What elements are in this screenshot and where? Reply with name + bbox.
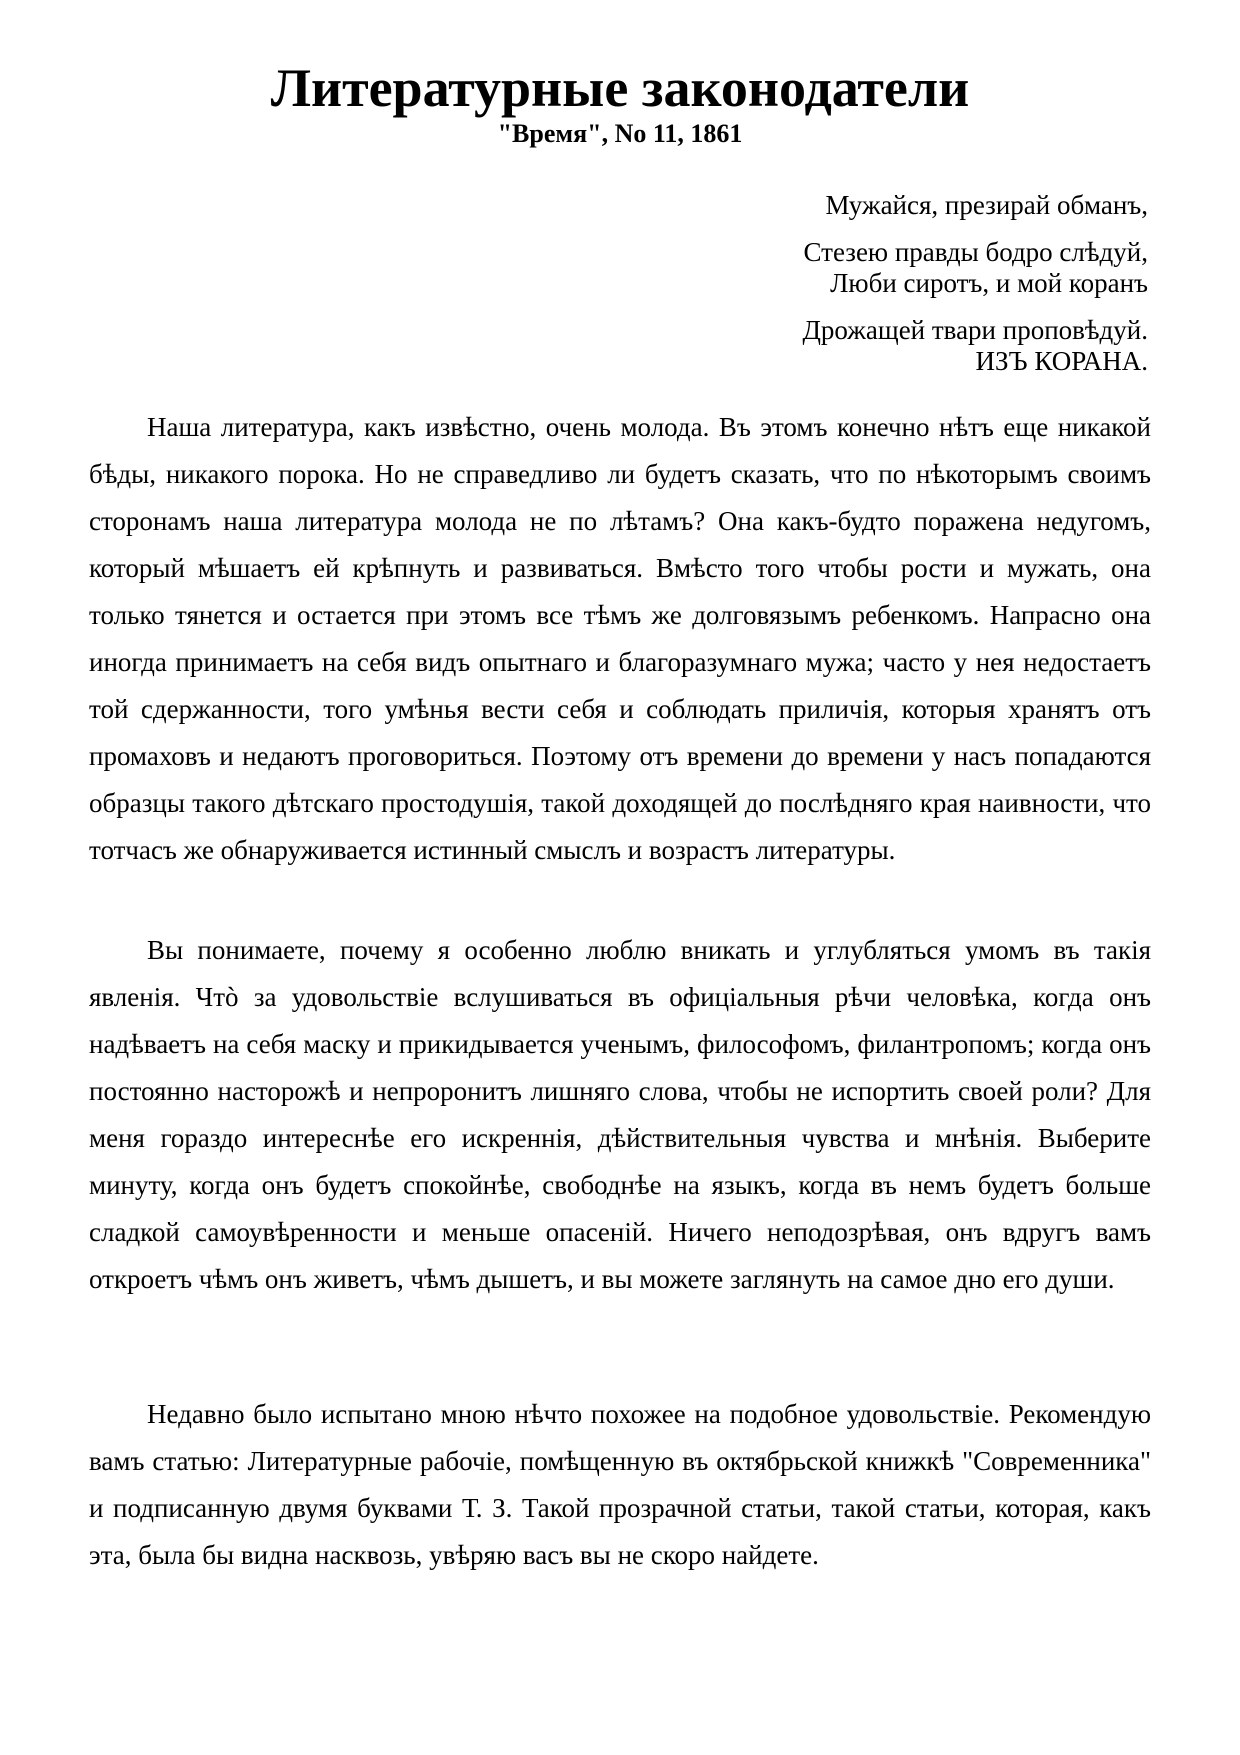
epigraph-line: Люби сиротъ, и мой коранъ <box>830 268 1148 298</box>
paragraph: Недавно было испытано мною нѣчто похожее на подобное удовольствіе. Рекомендую вамъ статью: Литературные рабочіе, помѣщенную въ октябрьской книжкѣ "Современника" и подписанную двумя буквами Т. З. Такой прозрачной статьи, такой статьи, которая, какъ эта, была бы видна насквозь, увѣряю васъ вы не скоро найдете. <box>89 1399 1151 1570</box>
epigraph-line: Стезею правды бодро слѣдуй, <box>803 237 1148 267</box>
article-title: Литературные законодатели <box>270 58 970 118</box>
paragraph-block-1 <box>89 404 1151 874</box>
epigraph-line: Мужайся, презирай обманъ, <box>825 190 1148 220</box>
epigraph <box>803 190 1148 377</box>
paragraph: Вы понимаете, почему я особенно люблю вникать и углубляться умомъ въ такія явленія. Чтò за удовольствіе вслушиваться въ офиціальныя рѣчи человѣка, когда онъ надѣваетъ на себя маску и прикидывается ученымъ, философомъ, филантропомъ; когда онъ постоянно насторожѣ и непроронитъ лишняго слова, чтобы не испортить своей роли? Для меня гораздо интереснѣе его искреннія, дѣйствительныя чувства и мнѣнія. Выберите минуту, когда онъ будетъ спокойнѣе, свободнѣе на языкъ, когда въ немъ будетъ больше сладкой самоувѣренности и меньше опасеній. Ничего неподозрѣвая, онъ вдругъ вамъ откроетъ чѣмъ онъ живетъ, чѣмъ дышетъ, и вы можете заглянуть на самое дно его души. <box>89 935 1151 1294</box>
paragraph: Наша литература, какъ извѣстно, очень молода. Въ этомъ конечно нѣтъ еще никакой бѣды, никакого порока. Но не справедливо ли будетъ сказать, что по нѣкоторымъ своимъ сторонамъ наша литература молода не по лѣтамъ? Она какъ-будто поражена недугомъ, который мѣшаетъ ей крѣпнуть и развиваться. Вмѣсто того чтобы рости и мужать, она только тянется и остается при этомъ все тѣмъ же долговязымъ ребенкомъ. Напрасно она иногда принимаетъ на себя видъ опытнаго и благоразумнаго мужа; часто у нея недостаетъ той сдержанности, того умѣнья вести себя и соблюдать приличія, которыя хранятъ отъ промаховъ и недаютъ проговориться. Поэтому отъ времени до времени у насъ попадаются образцы такого дѣтскаго простодушія, такой доходящей до послѣдняго края наивности, что тотчасъ же обнаруживается истинный смыслъ и возрастъ литературы. <box>89 412 1151 865</box>
epigraph-source: ИЗЪ КОРАНА. <box>975 346 1148 376</box>
paragraph-block-2 <box>89 927 1151 1303</box>
paragraph-block-3 <box>89 1391 1151 1579</box>
epigraph-line: Дрожащей твари проповѣдуй. <box>802 315 1148 345</box>
article-subtitle: "Время", No 11, 1861 <box>497 119 743 148</box>
